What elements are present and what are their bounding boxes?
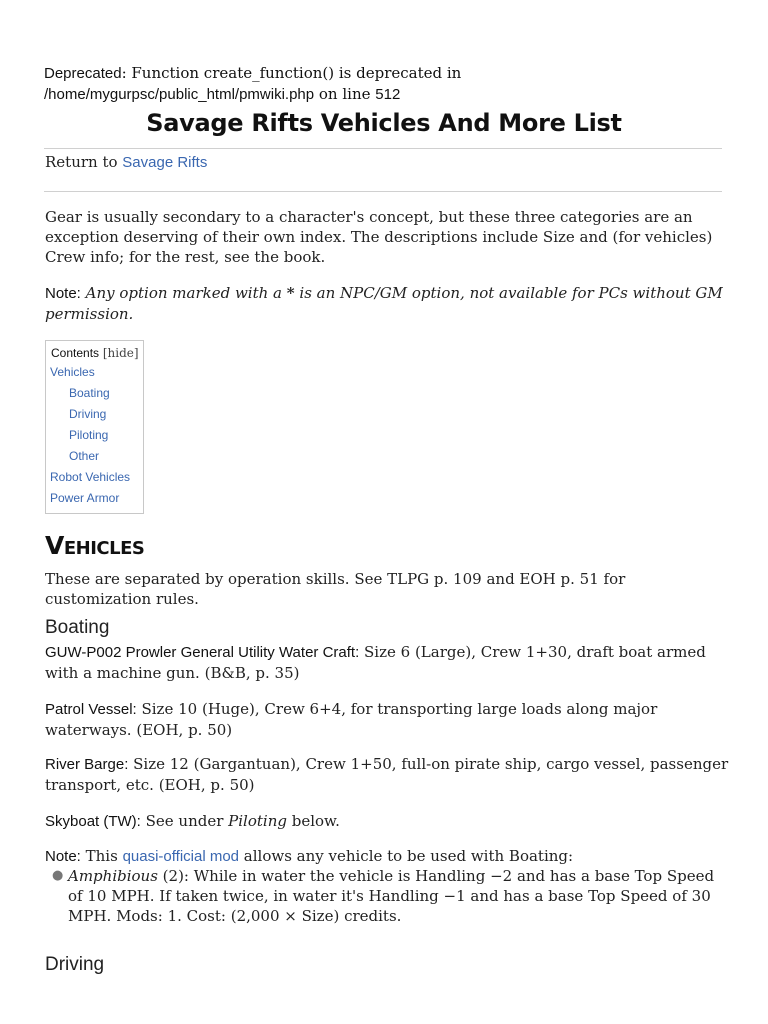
entry-text: Size 10 (Huge), Crew 6+4, for transporting large loads along major waterways. (EOH, p. 50) bbox=[45, 700, 658, 739]
boating-entry bbox=[45, 642, 735, 683]
warning-path: /home/mygurpsc/public_html/pmwiki.php bbox=[44, 86, 315, 103]
return-prefix: Return to bbox=[45, 153, 123, 171]
page-title: Savage Rifts Vehicles And More List bbox=[146, 109, 622, 137]
boating-entry bbox=[45, 754, 735, 795]
note-label: Note: bbox=[45, 285, 81, 302]
note-paragraph bbox=[45, 283, 735, 324]
toc-item-robot-vehicles[interactable]: Robot Vehicles bbox=[50, 470, 131, 484]
toc-item-power-armor[interactable]: Power Armor bbox=[50, 491, 120, 505]
amphibious-text: (2): While in water the vehicle is Handling −2 and has a base Top Speed of 10 MPH. If taken twice, in water it's Handling −1 and has a base Top Speed of 30 MPH. Mods: 1. Cost: (2,000 × Size) credits. bbox=[68, 867, 715, 925]
return-link[interactable]: Savage Rifts bbox=[122, 154, 208, 171]
toc-item-driving[interactable]: Driving bbox=[69, 407, 107, 421]
note-text-a: Any option marked with a bbox=[80, 284, 287, 302]
boating-entry bbox=[45, 699, 735, 740]
entry-name: GUW-P002 Prowler General Utility Water Craft: bbox=[45, 644, 360, 661]
title-divider bbox=[44, 148, 722, 149]
return-line bbox=[45, 153, 207, 171]
intro-paragraph: Gear is usually secondary to a character's concept, but these three categories are an exception deserving of their own index. The descriptions include Size and (for vehicles) Crew info; for the rest, see the book. bbox=[45, 208, 713, 266]
vehicles-heading: Vehicles bbox=[45, 531, 145, 560]
skyboat-text-a: See under bbox=[140, 812, 229, 830]
warning-line-number: 512 bbox=[375, 86, 401, 103]
amphibious-bullet bbox=[68, 866, 718, 926]
boating-note bbox=[45, 846, 735, 867]
skyboat-entry bbox=[45, 811, 735, 832]
toc-item-other[interactable]: Other bbox=[69, 449, 100, 463]
note-star: * bbox=[286, 284, 295, 302]
quasi-official-mod-link[interactable]: quasi-official mod bbox=[122, 848, 240, 865]
toc-hide-toggle[interactable]: [hide] bbox=[99, 346, 139, 360]
warning-on-line: on line bbox=[314, 85, 376, 103]
boating-note-a: This bbox=[80, 847, 123, 865]
warning-message: : Function create_function() is deprecated in bbox=[121, 64, 462, 82]
entry-text: Size 6 (Large), Crew 1+30, draft boat armed with a machine gun. (B&B, p. 35) bbox=[45, 643, 706, 682]
return-divider bbox=[44, 191, 722, 192]
boating-heading: Boating bbox=[45, 617, 110, 638]
amphibious-em: Amphibious bbox=[68, 867, 158, 885]
boating-note-label: Note: bbox=[45, 848, 81, 865]
toc-item-vehicles[interactable]: Vehicles bbox=[50, 365, 95, 379]
skyboat-name: Skyboat (TW): bbox=[45, 813, 141, 830]
deprecation-warning bbox=[44, 63, 461, 105]
toc-header bbox=[51, 346, 139, 360]
driving-heading: Driving bbox=[45, 954, 105, 975]
entry-text: Size 12 (Gargantuan), Crew 1+50, full-on pirate ship, cargo vessel, passenger transport, etc. (EOH, p. 50) bbox=[45, 755, 729, 794]
table-of-contents bbox=[45, 340, 144, 514]
skyboat-text-b: below. bbox=[286, 812, 340, 830]
skyboat-em: Piloting bbox=[228, 812, 287, 830]
bullet-icon: ● bbox=[52, 868, 64, 883]
vehicles-intro: These are separated by operation skills. See TLPG p. 109 and EOH p. 51 for customization rules. bbox=[45, 570, 626, 608]
entry-name: River Barge: bbox=[45, 756, 129, 773]
toc-item-piloting[interactable]: Piloting bbox=[69, 428, 109, 442]
toc-heading: Contents bbox=[51, 346, 100, 360]
entry-name: Patrol Vessel: bbox=[45, 701, 137, 718]
note-text-b: is an NPC/GM option, not available for PCs without GM permission. bbox=[45, 284, 723, 323]
warning-label: Deprecated bbox=[44, 65, 122, 82]
toc-item-boating[interactable]: Boating bbox=[69, 386, 110, 400]
boating-note-b: allows any vehicle to be used with Boating: bbox=[239, 847, 574, 865]
